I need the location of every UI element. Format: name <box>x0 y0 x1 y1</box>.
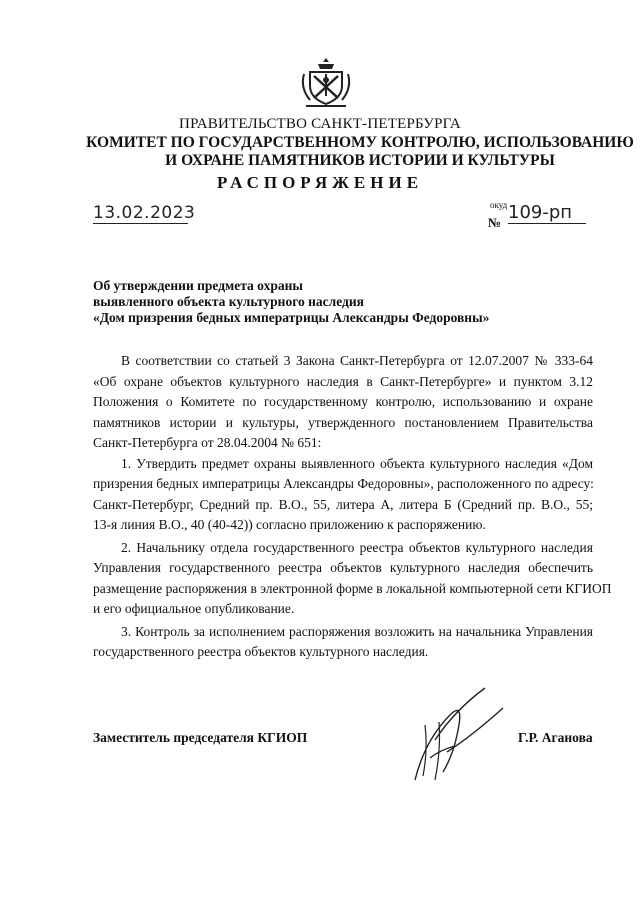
document-subject <box>93 278 489 326</box>
document-date: 13.02.2023 <box>93 203 196 223</box>
item-1-line: 13-я линия В.О., 40 (40-42)) согласно приложению к распоряжению. <box>93 517 486 532</box>
body-line: «Об охране объектов культурного наследия в Санкт-Петербурге» и пунктом 3.12 <box>93 373 593 389</box>
okud-label: окуд <box>490 200 508 210</box>
coat-of-arms-icon <box>300 56 352 110</box>
document-number: 109-рп <box>508 202 586 224</box>
committee-name <box>60 134 640 170</box>
number-label: № <box>488 215 502 230</box>
item-3-line: 3. Контроль за исполнением распоряжения возложить на начальника Управления <box>121 623 593 639</box>
item-1-line: Санкт-Петербург, Средний пр. В.О., 55, литера А, литера Б (Средний пр. В.О., 55; <box>93 496 593 512</box>
subject-line-1: Об утверждении предмета охраны <box>93 278 303 293</box>
subject-line-3: «Дом призрения бедных императрицы Александры Федоровны» <box>93 310 490 325</box>
item-1-line: 1. Утвердить предмет охраны выявленного объекта культурного наследия «Дом <box>121 455 593 471</box>
document-type: РАСПОРЯЖЕНИЕ <box>216 173 424 192</box>
body-line: Санкт-Петербурга от 28.04.2004 № 651: <box>93 435 322 450</box>
body-line: Положения о Комитете по государственному контролю, использованию и охране <box>93 394 593 409</box>
committee-line-1: КОМИТЕТ ПО ГОСУДАРСТВЕННОМУ КОНТРОЛЮ, ИСПОЛЬЗОВАНИЮ <box>86 134 634 151</box>
subject-line-2: выявленного объекта культурного наследия <box>93 294 364 309</box>
committee-line-2: И ОХРАНЕ ПАМЯТНИКОВ ИСТОРИИ И КУЛЬТУРЫ <box>165 152 555 169</box>
body-line: В соответствии со статьей 3 Закона Санкт-Петербурга от 12.07.2007 № 333-64 <box>121 353 593 368</box>
signer-name: Г.Р. Аганова <box>518 730 593 745</box>
handwritten-signature <box>395 680 515 790</box>
signer-position: Заместитель председателя КГИОП <box>93 730 308 745</box>
item-2-line: и его официальное опубликование. <box>93 601 295 616</box>
item-1-line: призрения бедных императрицы Александры Федоровны», расположенного по адресу: <box>93 476 594 491</box>
document-body <box>93 351 612 663</box>
item-3-line: государственного реестра объектов культурного наследия. <box>93 644 429 659</box>
item-2-line: 2. Начальнику отдела государственного реестра объектов культурного наследия <box>121 539 593 555</box>
item-2-line: размещение распоряжения в электронной форме в локальной компьютерной сети КГИОП <box>93 580 612 596</box>
item-2-line: Управления государственного реестра объектов культурного наследия обеспечить <box>93 560 593 575</box>
government-name: ПРАВИТЕЛЬСТВО САНКТ-ПЕТЕРБУРГА <box>179 116 461 132</box>
body-line: памятников истории и культуры, утвержденного постановлением Правительства <box>93 414 593 430</box>
